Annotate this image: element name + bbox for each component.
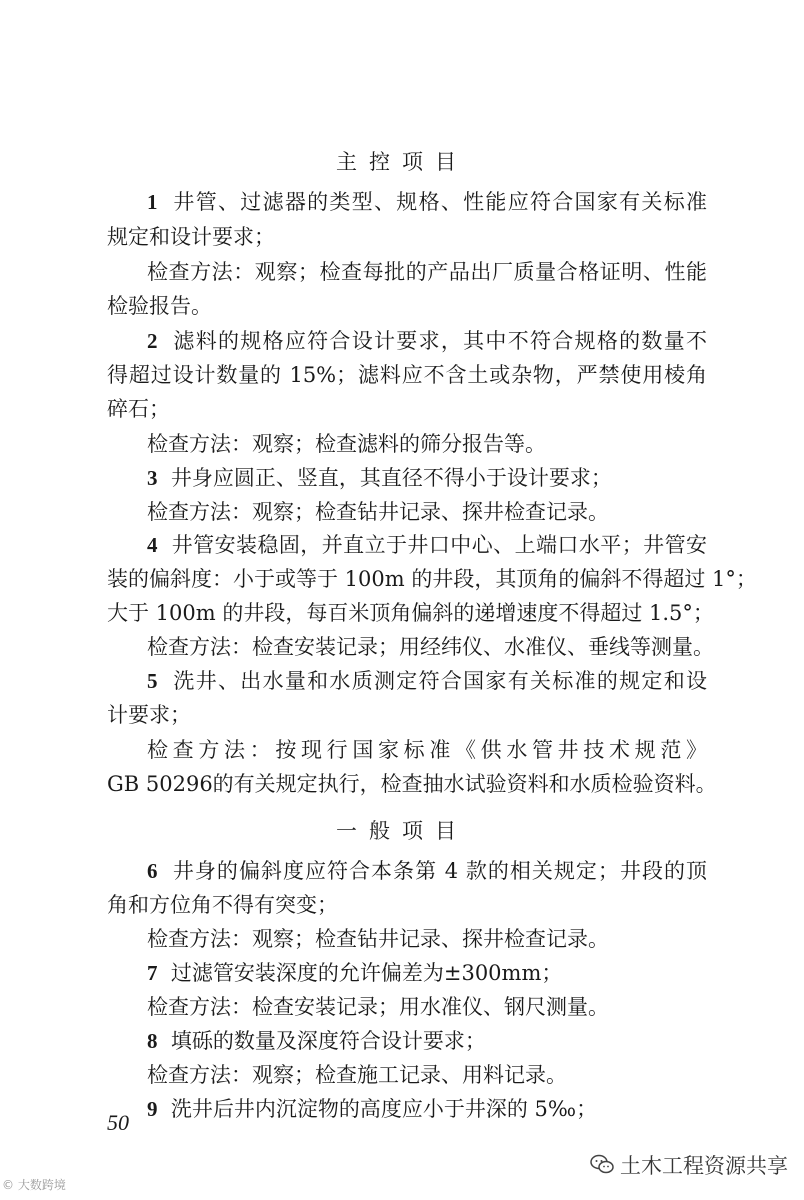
item-4-method: 检查方法：检查安装记录；用经纬仪、水准仪、垂线等测量。 — [147, 635, 714, 659]
wechat-icon — [590, 1154, 614, 1176]
item-1-line-1 — [147, 187, 707, 217]
item-number: 2 — [147, 329, 158, 353]
item-number: 6 — [147, 859, 158, 883]
item-7-line-1 — [147, 958, 707, 988]
item-number: 7 — [147, 961, 158, 985]
page-number: 50 — [107, 1110, 129, 1135]
item-1-method-line-2: 检验报告。 — [107, 294, 212, 318]
item-7-method: 检查方法：检查安装记录；用水准仪、钢尺测量。 — [147, 995, 609, 1019]
item-number: 3 — [147, 466, 158, 490]
watermark-left: © 大数跨境 — [2, 1178, 66, 1192]
item-text: 井身应圆正、竖直，其直径不得小于设计要求； — [170, 466, 612, 490]
item-6-line-2: 角和方位角不得有突变； — [107, 893, 338, 917]
item-text: 井身的偏斜度应符合本条第 4 款的相关规定；井段的顶 — [172, 859, 707, 883]
item-text: 过滤管安装深度的允许偏差为±300mm； — [170, 961, 563, 985]
item-5-line-1 — [147, 666, 707, 696]
item-6-method: 检查方法：观察；检查钻井记录、探井检查记录。 — [147, 927, 609, 951]
item-2-method: 检查方法：观察；检查滤料的筛分报告等。 — [147, 432, 546, 456]
item-1-line-2: 规定和设计要求； — [107, 225, 275, 249]
item-number: 9 — [147, 1097, 158, 1121]
item-4-line-1 — [147, 530, 707, 560]
item-number: 8 — [147, 1029, 158, 1053]
item-text: 洗井、出水量和水质测定符合国家有关标准的规定和设 — [173, 669, 707, 693]
item-4-line-3: 大于 100m 的井段，每百米顶角偏斜的递增速度不得超过 1.5°； — [107, 601, 714, 625]
watermark-right-text: 土木工程资源共享 — [620, 1154, 788, 1178]
item-3-method: 检查方法：观察；检查钻井记录、探井检查记录。 — [147, 500, 609, 524]
item-text: 填砾的数量及深度符合设计要求； — [170, 1029, 486, 1053]
item-number: 4 — [147, 533, 158, 557]
item-5-method-line-1: 检查方法：按现行国家标准《供水管井技术规范》 — [147, 738, 707, 762]
item-text: 井管、过滤器的类型、规格、性能应符合国家有关标准 — [173, 190, 707, 214]
item-2-line-3: 碎石； — [107, 397, 170, 421]
section-heading-general: 一般项目 — [336, 819, 468, 843]
item-9-line-1 — [147, 1094, 707, 1124]
item-text: 滤料的规格应符合设计要求，其中不符合规格的数量不 — [173, 329, 707, 353]
item-number: 1 — [147, 190, 158, 214]
item-number: 5 — [147, 669, 158, 693]
item-5-line-2: 计要求； — [107, 703, 191, 727]
item-text: 井管安装稳固，并直立于井口中心、上端口水平；井管安 — [171, 533, 708, 557]
item-2-line-1 — [147, 326, 707, 356]
item-6-line-1 — [147, 856, 707, 886]
item-8-method: 检查方法：观察；检查施工记录、用料记录。 — [147, 1063, 567, 1087]
item-1-method-line-1: 检查方法：观察；检查每批的产品出厂质量合格证明、性能 — [147, 260, 707, 284]
item-4-line-2: 装的偏斜度：小于或等于 100m 的井段，其顶角的偏斜不得超过 1°； — [107, 567, 757, 591]
watermark-right — [590, 1148, 788, 1182]
item-text: 洗井后井内沉淀物的高度应小于井深的 5‰； — [170, 1097, 598, 1121]
item-3-line-1 — [147, 463, 707, 493]
item-2-line-2: 得超过设计数量的 15%；滤料应不含土或杂物，严禁使用棱角 — [107, 363, 707, 387]
section-heading-main-control: 主控项目 — [336, 150, 468, 174]
item-5-method-line-2: GB 50296的有关规定执行，检查抽水试验资料和水质检验资料。 — [107, 772, 717, 796]
item-8-line-1 — [147, 1026, 707, 1056]
